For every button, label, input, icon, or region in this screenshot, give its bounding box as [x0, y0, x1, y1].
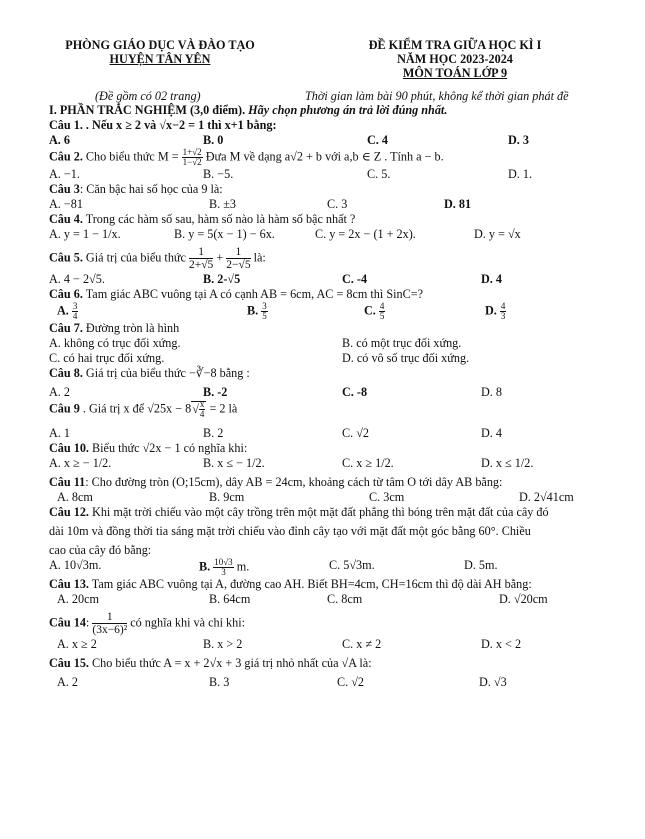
q8-option-d: D. 8 — [481, 385, 502, 399]
question-9: Câu 9 . Giá trị x để √25x − 8√ $\frac{x}{4}$ = 2 là — [49, 399, 238, 420]
q11-option-d: D. 2√41cm — [519, 490, 574, 504]
q14-option-b: B. x > 2 — [203, 637, 243, 651]
q7-option-c: C. có hai trục đối xứng. — [49, 351, 165, 365]
header-right — [330, 38, 580, 80]
q9-label: Câu 9 — [49, 401, 80, 416]
q5-option-d: D. 4 — [481, 272, 502, 286]
q7-option-a: A. không có trục đối xứng. — [49, 336, 181, 350]
q2-option-d: D. 1. — [508, 167, 533, 181]
q13-option-c: C. 8cm — [327, 592, 363, 606]
q3-option-c: C. 3 — [327, 197, 348, 211]
q10-option-b: B. x ≤ − 1/2. — [203, 456, 265, 470]
q7-option-b: B. có một trục đối xứng. — [342, 336, 462, 350]
q5-option-a: A. 4 − 2√5. — [49, 272, 105, 286]
question-2: Câu 2. Cho biểu thức M = $\frac{1+√2}{1-√2}$ Đưa M về dạng a√2 + b với a,b ∈ Z . Tính a − b. — [49, 147, 444, 168]
q6-option-a: A. $\frac{3}{4}$ — [57, 301, 78, 322]
q9-option-b: B. 2 — [203, 426, 224, 440]
q14-label: Câu 14 — [49, 615, 86, 630]
district-name: HUYỆN TÂN YÊN — [109, 52, 211, 66]
q10-option-d: D. x ≤ 1/2. — [481, 456, 534, 470]
q11-option-c: C. 3cm — [369, 490, 405, 504]
q13-option-b: B. 64cm — [209, 592, 251, 606]
question-1 — [49, 118, 624, 133]
q15-option-a: A. 2 — [57, 675, 78, 689]
q3-label: Câu 3 — [49, 182, 80, 196]
q15-option-b: B. 3 — [209, 675, 230, 689]
q5-option-c: C. -4 — [342, 272, 368, 286]
school-year: NĂM HỌC 2023-2024 — [397, 52, 513, 66]
q5-label: Câu 5. — [49, 250, 83, 265]
q9-option-d: D. 4 — [481, 426, 502, 440]
q4-option-a: A. y = 1 − 1/x. — [49, 227, 121, 241]
q1-option-d: D. 3 — [508, 133, 529, 147]
exam-body — [49, 103, 624, 690]
q14-option-a: A. x ≥ 2 — [57, 637, 97, 651]
q15-label: Câu 15. — [49, 656, 89, 670]
question-7: Câu 7. Đường tròn là hình — [49, 321, 180, 335]
q12-option-d: D. 5m. — [464, 558, 498, 572]
question-5: Câu 5. Giá trị của biểu thức $\frac{1}{2+√5}$ + $\frac{1}{2-√5}$ là: — [49, 246, 266, 272]
question-4: Câu 4. Trong các hàm số sau, hàm số nào là hàm số bậc nhất ? — [49, 212, 356, 226]
question-14: Câu 14: $\frac{1}{\text{(3x−6)²}}$ có nghĩa khi và chỉ khi: — [49, 611, 245, 637]
q4-label: Câu 4. — [49, 212, 83, 226]
section-instruction: Hãy chọn phương án trả lời đúng nhất. — [248, 103, 448, 117]
q10-label: Câu 10. — [49, 441, 89, 455]
q12-stem-line2: dài 10m và đồng thời tia sáng mặt trời chiếu vào đỉnh cây tạo với mặt đất một góc bằng 60°. Chiều — [49, 524, 531, 538]
q13-option-a: A. 20cm — [57, 592, 99, 606]
q8-option-c: C. -8 — [342, 385, 368, 399]
q6-option-d: D. $\frac{4}{3}$ — [485, 301, 506, 322]
q8-option-b: B. -2 — [203, 385, 228, 399]
q7-label: Câu 7. — [49, 321, 83, 335]
q8-option-a: A. 2 — [49, 385, 70, 399]
q15-option-d: D. √3 — [479, 675, 507, 689]
q8-label: Câu 8. — [49, 366, 83, 380]
q14-option-d: D. x < 2 — [481, 637, 522, 651]
q8-options — [49, 385, 624, 400]
q6-options — [49, 302, 624, 321]
question-13: Câu 13. Tam giác ABC vuông tại A, đường cao AH. Biết BH=4cm, CH=16cm thì độ dài AH bằng: — [49, 577, 532, 591]
q1-option-a: A. 6 — [49, 133, 70, 147]
q9-option-c: C. √2 — [342, 426, 370, 440]
q9-fraction: $\frac{x}{4}$ — [199, 399, 205, 420]
q2-fraction: $\frac{1+√2}{1-√2}$ — [182, 147, 202, 168]
q7-options-row1 — [49, 336, 624, 351]
q5-option-b: B. 2-√5 — [203, 272, 241, 286]
q14-fraction: $\frac{1}{\text{(3x−6)²}}$ — [92, 611, 128, 637]
q11-option-b: B. 9cm — [209, 490, 245, 504]
q2-option-a: A. −1. — [49, 167, 80, 181]
q1-options — [49, 133, 624, 148]
subject-grade: MÔN TOÁN LỚP 9 — [402, 66, 508, 80]
q15-option-c: C. √2 — [337, 675, 365, 689]
q12-label: Câu 12. — [49, 505, 89, 519]
q13-options — [49, 592, 624, 611]
question-3: Câu 3: Căn bậc hai số học của 9 là: — [49, 182, 223, 196]
q11-option-a: A. 8cm — [57, 490, 93, 504]
q14-options — [49, 637, 624, 656]
q12-stem-line3: cao của cây đó bằng: — [49, 543, 152, 557]
q13-option-d: D. √20cm — [499, 592, 548, 606]
q6-option-b: B. $\frac{3}{5}$ — [247, 301, 267, 322]
q2-option-c: C. 5. — [367, 167, 391, 181]
q6-label: Câu 6. — [49, 287, 83, 301]
q5-options — [49, 272, 624, 287]
q5-fraction-1: $\frac{1}{2+√5}$ — [188, 246, 214, 272]
q11-options — [49, 490, 624, 505]
q11-label: Câu 11 — [49, 475, 86, 489]
q10-options — [49, 456, 624, 475]
q4-options — [49, 227, 624, 246]
q7-options-row2 — [49, 351, 624, 366]
q3-option-d: D. 81 — [444, 197, 472, 211]
q7-option-d: D. có vô số trục đối xứng. — [342, 351, 470, 365]
q12-option-c: C. 5√3m. — [329, 558, 375, 572]
q4-option-d: D. y = √x — [474, 227, 521, 241]
q6-option-c: C. $\frac{4}{5}$ — [364, 301, 385, 322]
q1-stem: . Nếu x ≥ 2 và √x−2 = 1 thì x+1 bằng: — [85, 118, 277, 132]
question-15: Câu 15. Cho biểu thức A = x + 2√x + 3 giá trị nhỏ nhất của √A là: — [49, 656, 372, 670]
q1-option-c: C. 4 — [367, 133, 388, 147]
q4-option-b: B. y = 5(x − 1) − 6x. — [174, 227, 275, 241]
q5-fraction-2: $\frac{1}{2-√5}$ — [226, 246, 251, 272]
q10-option-a: A. x ≥ − 1/2. — [49, 456, 112, 470]
q14-option-c: C. x ≠ 2 — [342, 637, 382, 651]
q10-option-c: C. x ≥ 1/2. — [342, 456, 394, 470]
pages-note: (Đề gồm có 02 trang) — [95, 89, 201, 103]
time-note: Thời gian làm bài 90 phút, không kể thời gian phát đề — [305, 89, 569, 103]
q15-options — [49, 675, 624, 690]
exam-title: ĐỀ KIỂM TRA GIỮA HỌC KÌ I — [368, 38, 542, 52]
question-11: Câu 11: Cho đường tròn (O;15cm), dây AB = 24cm, khoảng cách từ tâm O tới dây AB bằng: — [49, 475, 503, 489]
q2-label: Câu 2. — [49, 149, 83, 164]
q3-options — [49, 197, 624, 212]
question-6: Câu 6. Tam giác ABC vuông tại A có cạnh AB = 6cm, AC = 8cm thì SinC=? — [49, 287, 423, 301]
section-title: I. PHẦN TRẮC NGHIỆM (3,0 điểm). Hãy chọn phương án trả lời đúng nhất. — [49, 103, 448, 117]
q9-option-a: A. 1 — [49, 426, 70, 440]
q2-options — [49, 167, 624, 182]
q3-option-b: B. ±3 — [209, 197, 237, 211]
question-8: Câu 8. Giá trị của biểu thức −∛−8 bằng : — [49, 366, 250, 380]
q12-option-a: A. 10√3m. — [49, 558, 102, 572]
q9-options — [49, 426, 624, 441]
q12-option-b: B. $\frac{10√3}{3}$ m. — [199, 557, 250, 578]
q4-option-c: C. y = 2x − (1 + 2x). — [315, 227, 416, 241]
q3-option-a: A. −81 — [49, 197, 83, 211]
question-10: Câu 10. Biểu thức √2x − 1 có nghĩa khi: — [49, 441, 248, 455]
department-name: PHÒNG GIÁO DỤC VÀ ĐÀO TẠO — [65, 38, 255, 52]
header-left — [45, 38, 275, 66]
q1-option-b: B. 0 — [203, 133, 224, 147]
question-12: Câu 12. Khi mặt trời chiếu vào một cây trồng trên một mặt đất phẳng thì bóng trên mặt đất của cây đó — [49, 505, 549, 519]
q12-options — [49, 558, 624, 577]
q2-option-b: B. −5. — [203, 167, 234, 181]
q1-label: Câu 1. — [49, 118, 83, 132]
q13-label: Câu 13. — [49, 577, 89, 591]
